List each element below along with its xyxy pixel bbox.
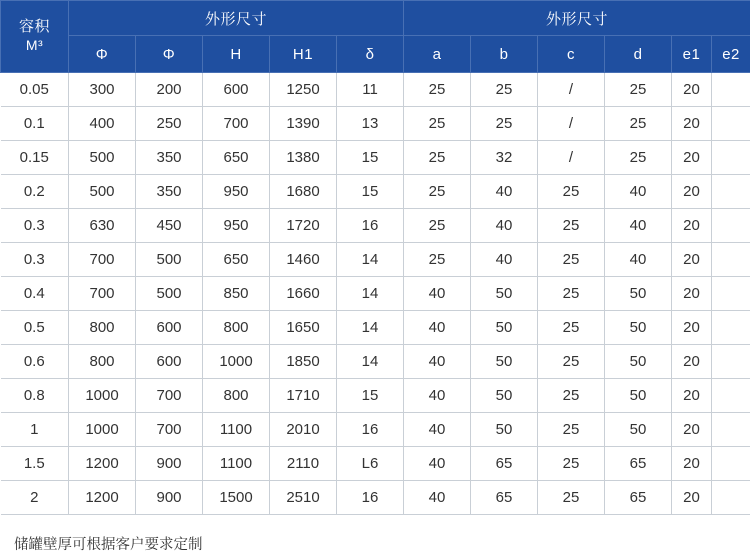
cell-c: 25 xyxy=(538,481,605,515)
cell-d: 50 xyxy=(605,379,672,413)
cell-e1: 20 xyxy=(672,311,712,345)
cell-φ: 400 xyxy=(69,107,136,141)
cell-d: 40 xyxy=(605,209,672,243)
cell-h1: 1850 xyxy=(270,345,337,379)
cell-d: 25 xyxy=(605,73,672,107)
table-row xyxy=(1,243,750,277)
cell-volume: 1 xyxy=(1,413,69,447)
cell-e2 xyxy=(712,277,750,311)
cell-δ: 14 xyxy=(337,243,404,277)
cell-φ: 1000 xyxy=(69,379,136,413)
column-header-a: a xyxy=(404,36,471,73)
cell-φ: 1200 xyxy=(69,447,136,481)
cell-φ: 250 xyxy=(136,107,203,141)
cell-φ: 350 xyxy=(136,141,203,175)
column-header-phi-2: Φ xyxy=(136,36,203,73)
cell-h: 1500 xyxy=(203,481,270,515)
cell-h: 1000 xyxy=(203,345,270,379)
cell-c: 25 xyxy=(538,379,605,413)
table-row xyxy=(1,209,750,243)
cell-h1: 1380 xyxy=(270,141,337,175)
cell-h1: 2110 xyxy=(270,447,337,481)
cell-a: 40 xyxy=(404,277,471,311)
cell-a: 25 xyxy=(404,209,471,243)
cell-a: 25 xyxy=(404,73,471,107)
cell-e2 xyxy=(712,311,750,345)
cell-φ: 500 xyxy=(69,141,136,175)
cell-h1: 2510 xyxy=(270,481,337,515)
cell-h1: 1650 xyxy=(270,311,337,345)
table-row xyxy=(1,379,750,413)
column-header-e2: e2 xyxy=(712,36,750,73)
cell-e1: 20 xyxy=(672,277,712,311)
column-header-delta: δ xyxy=(337,36,404,73)
cell-c: 25 xyxy=(538,413,605,447)
cell-d: 50 xyxy=(605,413,672,447)
cell-e2 xyxy=(712,243,750,277)
cell-h1: 1460 xyxy=(270,243,337,277)
cell-e1: 20 xyxy=(672,73,712,107)
cell-φ: 700 xyxy=(136,379,203,413)
cell-b: 40 xyxy=(471,209,538,243)
cell-b: 50 xyxy=(471,277,538,311)
column-header-c: c xyxy=(538,36,605,73)
cell-c: 25 xyxy=(538,345,605,379)
cell-a: 40 xyxy=(404,481,471,515)
cell-e1: 20 xyxy=(672,175,712,209)
column-header-volume xyxy=(1,1,69,73)
cell-δ: 15 xyxy=(337,141,404,175)
volume-label-line2: M³ xyxy=(1,37,68,55)
cell-φ: 200 xyxy=(136,73,203,107)
cell-d: 50 xyxy=(605,345,672,379)
cell-h1: 2010 xyxy=(270,413,337,447)
cell-b: 40 xyxy=(471,175,538,209)
column-header-h1: H1 xyxy=(270,36,337,73)
cell-d: 25 xyxy=(605,107,672,141)
cell-c: / xyxy=(538,107,605,141)
cell-e1: 20 xyxy=(672,481,712,515)
table-header-column-row xyxy=(1,36,750,73)
cell-volume: 0.1 xyxy=(1,107,69,141)
cell-a: 40 xyxy=(404,345,471,379)
cell-δ: 16 xyxy=(337,413,404,447)
cell-c: 25 xyxy=(538,243,605,277)
cell-volume: 1.5 xyxy=(1,447,69,481)
column-header-h: H xyxy=(203,36,270,73)
cell-φ: 300 xyxy=(69,73,136,107)
cell-φ: 450 xyxy=(136,209,203,243)
cell-a: 25 xyxy=(404,175,471,209)
table-row xyxy=(1,141,750,175)
cell-c: 25 xyxy=(538,277,605,311)
cell-a: 40 xyxy=(404,447,471,481)
cell-φ: 900 xyxy=(136,481,203,515)
cell-a: 25 xyxy=(404,141,471,175)
cell-d: 50 xyxy=(605,277,672,311)
table-row xyxy=(1,345,750,379)
cell-c: 25 xyxy=(538,447,605,481)
cell-h: 1100 xyxy=(203,447,270,481)
cell-φ: 500 xyxy=(69,175,136,209)
cell-φ: 700 xyxy=(136,413,203,447)
cell-e1: 20 xyxy=(672,107,712,141)
cell-δ: 16 xyxy=(337,481,404,515)
cell-φ: 800 xyxy=(69,345,136,379)
cell-δ: 15 xyxy=(337,175,404,209)
cell-h1: 1390 xyxy=(270,107,337,141)
volume-label-line1: 容积 xyxy=(1,18,68,37)
cell-h1: 1710 xyxy=(270,379,337,413)
cell-φ: 800 xyxy=(69,311,136,345)
cell-δ: 14 xyxy=(337,345,404,379)
cell-φ: 700 xyxy=(69,243,136,277)
cell-φ: 900 xyxy=(136,447,203,481)
cell-a: 25 xyxy=(404,243,471,277)
cell-d: 25 xyxy=(605,141,672,175)
cell-φ: 630 xyxy=(69,209,136,243)
cell-h: 950 xyxy=(203,209,270,243)
cell-volume: 0.6 xyxy=(1,345,69,379)
cell-e1: 20 xyxy=(672,243,712,277)
cell-b: 32 xyxy=(471,141,538,175)
cell-e2 xyxy=(712,175,750,209)
column-header-b: b xyxy=(471,36,538,73)
table-row xyxy=(1,481,750,515)
table-row xyxy=(1,73,750,107)
cell-a: 25 xyxy=(404,107,471,141)
cell-φ: 350 xyxy=(136,175,203,209)
cell-b: 25 xyxy=(471,107,538,141)
cell-volume: 0.4 xyxy=(1,277,69,311)
cell-c: 25 xyxy=(538,311,605,345)
cell-volume: 0.2 xyxy=(1,175,69,209)
cell-e2 xyxy=(712,73,750,107)
table-row xyxy=(1,311,750,345)
cell-δ: 15 xyxy=(337,379,404,413)
cell-e2 xyxy=(712,107,750,141)
cell-e2 xyxy=(712,209,750,243)
table-row xyxy=(1,447,750,481)
cell-φ: 1000 xyxy=(69,413,136,447)
cell-e1: 20 xyxy=(672,379,712,413)
cell-c: 25 xyxy=(538,209,605,243)
cell-h: 1100 xyxy=(203,413,270,447)
cell-d: 40 xyxy=(605,175,672,209)
cell-δ: 16 xyxy=(337,209,404,243)
cell-b: 50 xyxy=(471,311,538,345)
cell-b: 65 xyxy=(471,481,538,515)
cell-h1: 1720 xyxy=(270,209,337,243)
cell-b: 50 xyxy=(471,345,538,379)
cell-d: 65 xyxy=(605,447,672,481)
cell-e2 xyxy=(712,379,750,413)
cell-d: 50 xyxy=(605,311,672,345)
cell-h: 600 xyxy=(203,73,270,107)
cell-h: 650 xyxy=(203,243,270,277)
column-header-phi-1: Φ xyxy=(69,36,136,73)
cell-δ: 14 xyxy=(337,311,404,345)
cell-e2 xyxy=(712,345,750,379)
cell-h: 650 xyxy=(203,141,270,175)
cell-h1: 1680 xyxy=(270,175,337,209)
cell-δ: L6 xyxy=(337,447,404,481)
cell-b: 65 xyxy=(471,447,538,481)
cell-e1: 20 xyxy=(672,209,712,243)
cell-volume: 0.3 xyxy=(1,243,69,277)
table-body xyxy=(1,73,750,515)
cell-d: 65 xyxy=(605,481,672,515)
cell-e1: 20 xyxy=(672,413,712,447)
cell-h1: 1660 xyxy=(270,277,337,311)
cell-e2 xyxy=(712,413,750,447)
cell-volume: 0.15 xyxy=(1,141,69,175)
cell-φ: 500 xyxy=(136,277,203,311)
cell-c: 25 xyxy=(538,175,605,209)
cell-h: 800 xyxy=(203,311,270,345)
cell-h: 800 xyxy=(203,379,270,413)
cell-δ: 14 xyxy=(337,277,404,311)
cell-volume: 0.8 xyxy=(1,379,69,413)
cell-d: 40 xyxy=(605,243,672,277)
cell-φ: 600 xyxy=(136,345,203,379)
column-header-d: d xyxy=(605,36,672,73)
table-header-group-row xyxy=(1,1,750,36)
cell-e2 xyxy=(712,447,750,481)
cell-b: 25 xyxy=(471,73,538,107)
cell-δ: 13 xyxy=(337,107,404,141)
cell-b: 50 xyxy=(471,413,538,447)
cell-volume: 0.5 xyxy=(1,311,69,345)
cell-h: 700 xyxy=(203,107,270,141)
cell-e1: 20 xyxy=(672,141,712,175)
cell-volume: 2 xyxy=(1,481,69,515)
cell-δ: 11 xyxy=(337,73,404,107)
cell-φ: 500 xyxy=(136,243,203,277)
table-row xyxy=(1,277,750,311)
cell-e1: 20 xyxy=(672,345,712,379)
column-header-e1: e1 xyxy=(672,36,712,73)
cell-b: 50 xyxy=(471,379,538,413)
cell-a: 40 xyxy=(404,413,471,447)
table-header xyxy=(1,1,750,73)
cell-h: 950 xyxy=(203,175,270,209)
cell-e2 xyxy=(712,481,750,515)
cell-c: / xyxy=(538,141,605,175)
cell-volume: 0.05 xyxy=(1,73,69,107)
cell-a: 40 xyxy=(404,311,471,345)
table-row xyxy=(1,175,750,209)
cell-h: 850 xyxy=(203,277,270,311)
cell-a: 40 xyxy=(404,379,471,413)
cell-b: 40 xyxy=(471,243,538,277)
group-header-dimensions-1: 外形尺寸 xyxy=(69,1,404,36)
cell-φ: 700 xyxy=(69,277,136,311)
table-row xyxy=(1,107,750,141)
cell-e1: 20 xyxy=(672,447,712,481)
cell-volume: 0.3 xyxy=(1,209,69,243)
cell-e2 xyxy=(712,141,750,175)
cell-φ: 600 xyxy=(136,311,203,345)
table-footnote: 储罐壁厚可根据客户要求定制 xyxy=(0,515,750,554)
cell-c: / xyxy=(538,73,605,107)
cell-φ: 1200 xyxy=(69,481,136,515)
table-row xyxy=(1,413,750,447)
cell-h1: 1250 xyxy=(270,73,337,107)
group-header-dimensions-2: 外形尺寸 xyxy=(404,1,750,36)
